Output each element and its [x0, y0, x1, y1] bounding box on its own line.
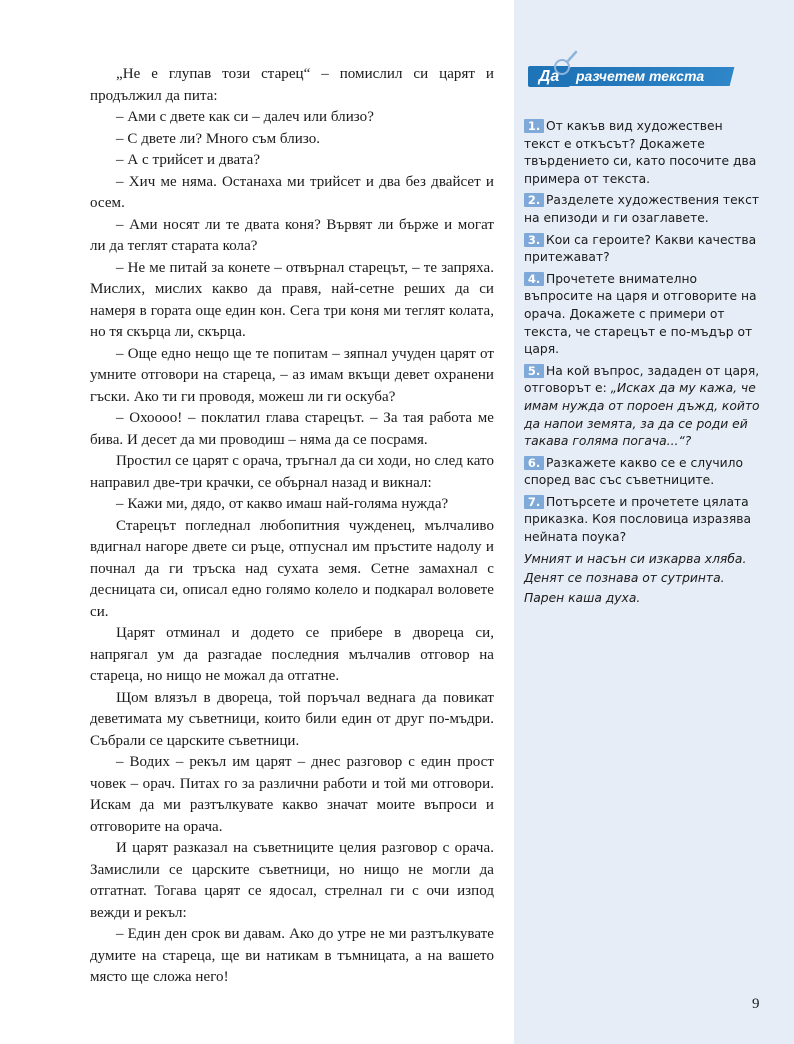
question-text: Потърсете и прочетете цялата приказка. Коя пословица изразява нейната поука?: [524, 494, 752, 545]
question-text: От какъв вид художествен текст е откъсът? Докажете твърдението си, като посочите два примера от текста.: [524, 119, 757, 186]
paragraph: – Още едно нещо ще те попитам – зяпнал учуден царят от умните отговори на стареца, – аз имам вкъщи девет охранени гъски. Ако ти ги проводя, можеш ли ги оскуба?: [90, 345, 494, 405]
question-number: 3.: [524, 233, 544, 247]
question-item: [524, 494, 760, 547]
paragraph: Царят отминал и додето се прибере в двореца си, напрягал ум да разгадае последния мълчалив отговор на стареца, но нищо не можал да отгатне.: [90, 625, 494, 684]
question-list: [524, 118, 760, 609]
paragraph: – Ами с двете как си – далеч или близо?: [116, 109, 374, 125]
question-quote: „Исках да му кажа, че имам нужда от пороен дъжд, който да напои земята, за да се роди ей такава голяма погача...“?: [524, 381, 760, 449]
question-number: 2.: [524, 193, 544, 207]
question-number: 6.: [524, 456, 544, 470]
paragraph: – А с трийсет и двата?: [116, 152, 261, 168]
question-item: [524, 455, 760, 490]
question-text: Прочетете внимателно въпросите на царя и отговорите на орача. Докажете с примери от текста, че старецът е по-мъдър от царя.: [524, 271, 757, 357]
question-number: 4.: [524, 272, 544, 286]
question-text: Разделете художествения текст на епизоди и ги озаглавете.: [524, 193, 759, 225]
paragraph: – Не ме питай за конете – отвърнал старецът, – те запряха. Мислих, мислих какво да правя, най-сетне реших да си намеря в гората още един кон. Сега три коня ми теглят колата, но тя скърца ли, скърца.: [90, 259, 494, 340]
question-text: Кои са героите? Какви качества притежават?: [524, 232, 757, 265]
question-item: [524, 363, 760, 451]
paragraph: – Водих – рекъл им царят – днес разговор с един прост човек – орач. Питах го за различни работи и той ми отговори. Искам да ми разтълкувате какво значат моите въпроси и отговорите на орача.: [90, 754, 494, 835]
question-item: [524, 118, 760, 188]
question-item: [524, 232, 760, 267]
banner-da-label: Да: [528, 66, 570, 87]
paragraph: – Кажи ми, дядо, от какво имаш най-голяма нужда?: [116, 496, 449, 512]
proverb: Денят се познава от сутринта.: [524, 571, 725, 586]
question-item: [524, 271, 760, 359]
paragraph: И царят разказал на съветниците целия разговор с орача. Замислили се царските съветници, но нищо не могли да отгатнат. Тогава царят се ядосал, стрелнал ги с очи изпод вежди и рекъл:: [90, 840, 494, 921]
paragraph: Старецът погледнал любопитния чужденец, мълчаливо вдигнал нагоре двете си ръце, отпуснал им пръстите надолу и почнал да ги тръска над сухата земя. Сетне замахнал с десницата си, описал едно голямо колело и подкарал воловете си.: [90, 517, 494, 620]
question-item: [524, 192, 760, 227]
paragraph: Щом влязъл в двореца, той поръчал веднага да повикат деветимата му съветници, които били един от друг по-мъдри. Събрали се царските съветници.: [90, 689, 494, 749]
paragraph: – Хич ме няма. Останаха ми трийсет и два без двайсет и осем.: [90, 173, 494, 211]
banner-title: разчетем текста: [576, 68, 705, 84]
question-number: 1.: [524, 119, 544, 133]
section-banner: [520, 63, 720, 89]
question-text: На кой въпрос, зададен от царя, отговорът е:: [524, 363, 760, 396]
question-text: Разкажете какво се е случило според вас със съветниците.: [524, 455, 744, 488]
paragraph: „Не е глупав този старец“ – помислил си царят и продължил да пита:: [90, 66, 494, 104]
proverb: Парен каша духа.: [524, 590, 641, 605]
question-number: 7.: [524, 495, 544, 509]
paragraph: – Охоооо! – поклатил глава старецът. – За тая работа ме бива. И десет да ми проводиш – няма да се посрамя.: [90, 410, 494, 448]
paragraph: – Един ден срок ви давам. Ако до утре не ми разтълкувате думите на стареца, ще ви натикам в тъмницата, а на вашето място ще сложа него!: [90, 926, 494, 985]
question-number: 5.: [524, 364, 544, 378]
story-text: [90, 64, 494, 989]
proverb: Умният и насън си изкарва хляба.: [524, 551, 747, 566]
paragraph: Простил се царят с орача, тръгнал да си ходи, но след като направил две-три крачки, се обърнал назад и викнал:: [90, 453, 494, 491]
paragraph: – С двете ли? Много съм близо.: [116, 130, 321, 147]
magnifier-icon: [550, 49, 580, 79]
paragraph: – Ами носят ли те двата коня? Вървят ли бърже и могат ли да теглят старата кола?: [90, 216, 494, 254]
page-number: 9: [752, 996, 760, 1012]
